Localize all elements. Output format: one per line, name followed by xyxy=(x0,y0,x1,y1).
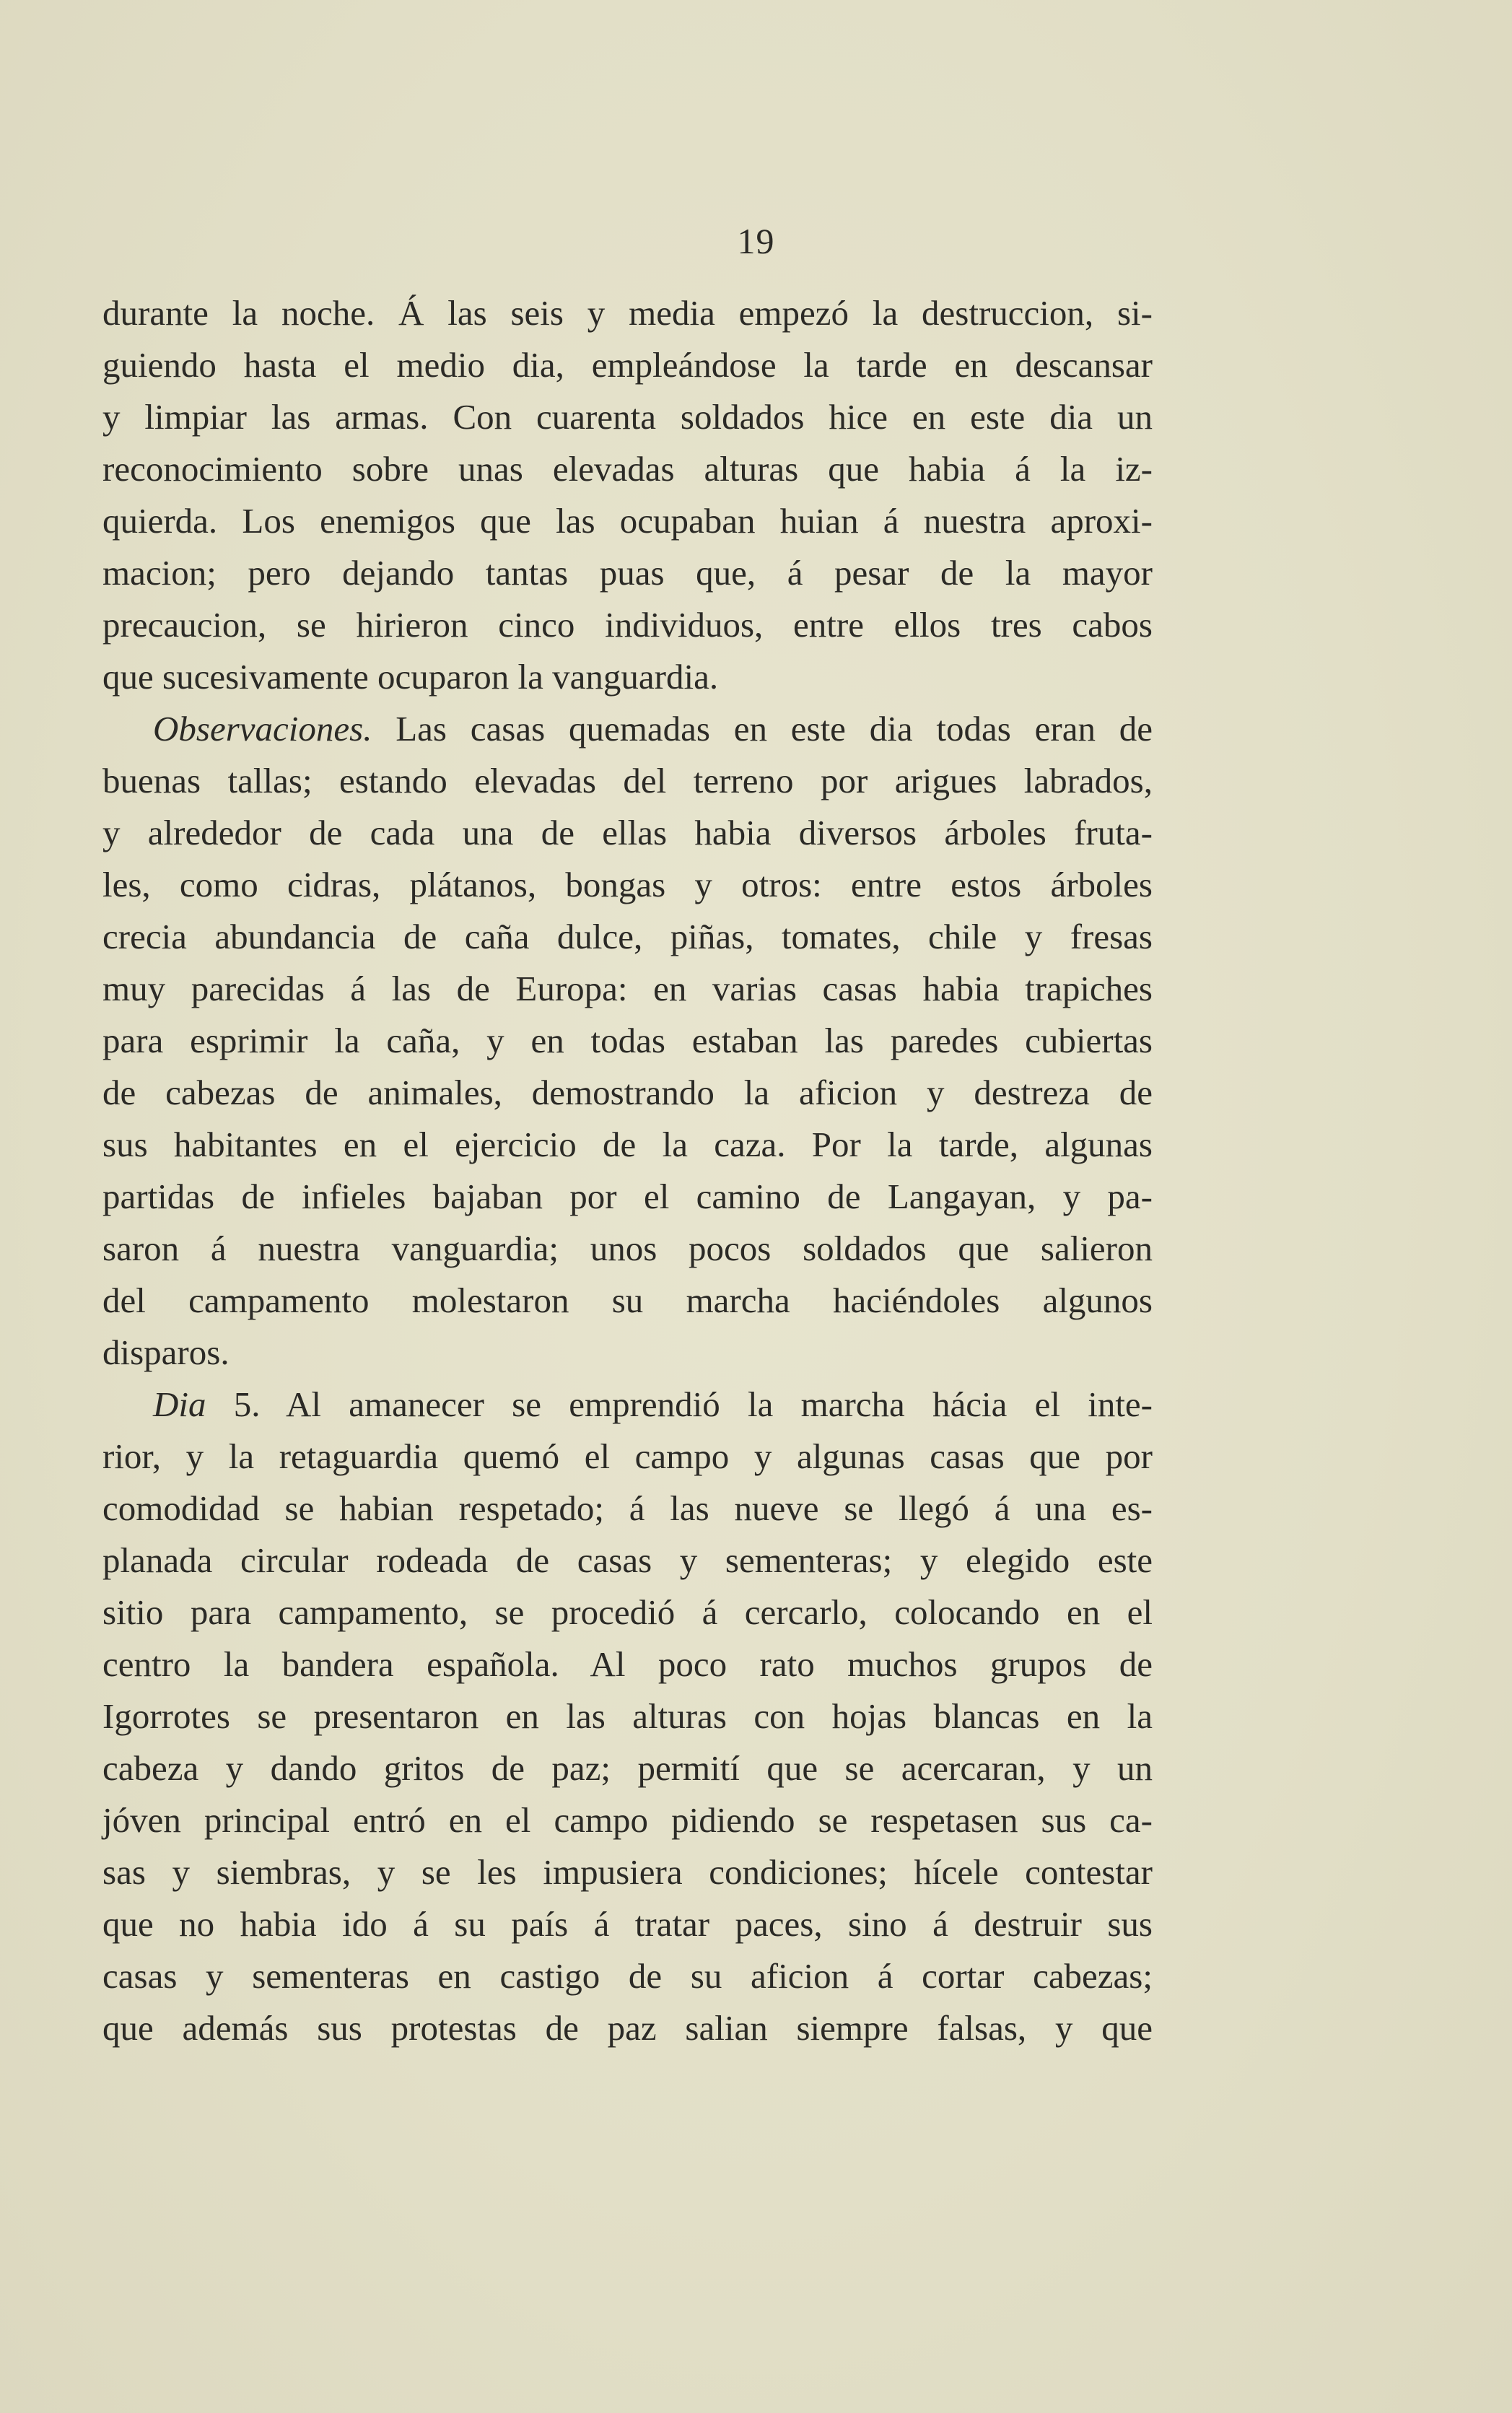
line-text: precaucion, se hirieron cinco individuos, entre ellos tres cabos xyxy=(102,605,1153,645)
page-number: 19 xyxy=(737,221,775,261)
text-line xyxy=(102,495,1153,547)
text-line xyxy=(102,1483,1153,1535)
line-text: y limpiar las armas. Con cuarenta soldados hice en este dia un xyxy=(102,397,1153,437)
line-text: para esprimir la caña, y en todas estaban las paredes cubiertas xyxy=(102,1021,1153,1060)
line-text: quierda. Los enemigos que las ocupaban huian á nuestra aproxi- xyxy=(102,501,1153,541)
line-text: que no habia ido á su país á tratar paces, sino á destruir sus xyxy=(102,1904,1153,1944)
text-line xyxy=(102,1379,1153,1431)
line-text: muy parecidas á las de Europa: en varias casas habia trapiches xyxy=(102,969,1153,1008)
line-text: guiendo hasta el medio dia, empleándose la tarde en descansar xyxy=(102,345,1153,385)
line-text: saron á nuestra vanguardia; unos pocos soldados que salieron xyxy=(102,1229,1153,1268)
text-line xyxy=(102,807,1153,859)
text-line xyxy=(102,2002,1153,2054)
italic-lead: Dia xyxy=(153,1384,206,1424)
text-line xyxy=(102,1950,1153,2002)
text-line xyxy=(102,1015,1153,1067)
line-text: de cabezas de animales, demostrando la aficion y destreza de xyxy=(102,1073,1153,1112)
line-text: reconocimiento sobre unas elevadas alturas que habia á la iz- xyxy=(102,449,1153,489)
text-line xyxy=(102,755,1153,807)
text-line xyxy=(102,651,1153,703)
line-text: sas y siembras, y se les impusiera condiciones; hícele contestar xyxy=(102,1852,1153,1892)
text-line xyxy=(102,1223,1153,1275)
text-line xyxy=(102,1327,1153,1379)
line-text: Las casas quemadas en este dia todas eran de xyxy=(372,709,1153,749)
line-text: jóven principal entró en el campo pidiendo se respetasen sus ca- xyxy=(102,1800,1153,1840)
text-line xyxy=(102,1742,1153,1794)
text-line xyxy=(102,1639,1153,1690)
text-line xyxy=(102,1898,1153,1950)
line-text: casas y sementeras en castigo de su aficion á cortar cabezas; xyxy=(102,1956,1153,1996)
text-line xyxy=(102,1794,1153,1846)
line-text: sus habitantes en el ejercicio de la caza. Por la tarde, algunas xyxy=(102,1125,1153,1164)
text-line xyxy=(102,1846,1153,1898)
text-line xyxy=(102,339,1153,391)
text-line xyxy=(102,287,1153,339)
text-line xyxy=(102,391,1153,443)
text-line xyxy=(102,1431,1153,1483)
line-text: centro la bandera española. Al poco rato muchos grupos de xyxy=(102,1644,1153,1684)
line-text: que además sus protestas de paz salian siempre falsas, y que xyxy=(102,2008,1153,2048)
line-text: que sucesivamente ocuparon la vanguardia. xyxy=(102,657,719,697)
text-line xyxy=(102,963,1153,1015)
line-text: crecia abundancia de caña dulce, piñas, tomates, chile y fresas xyxy=(102,917,1153,956)
body-text xyxy=(102,287,1153,2054)
line-text: buenas tallas; estando elevadas del terreno por arigues labrados, xyxy=(102,761,1153,800)
text-line xyxy=(102,1535,1153,1587)
text-line xyxy=(102,1067,1153,1119)
text-line xyxy=(102,1171,1153,1223)
line-text: macion; pero dejando tantas puas que, á pesar de la mayor xyxy=(102,553,1153,593)
text-line xyxy=(102,911,1153,963)
line-text: sitio para campamento, se procedió á cercarlo, colocando en el xyxy=(102,1592,1153,1632)
line-text: planada circular rodeada de casas y sementeras; y elegido este xyxy=(102,1540,1153,1580)
line-text: disparos. xyxy=(102,1332,230,1372)
line-text: Igorrotes se presentaron en las alturas con hojas blancas en la xyxy=(102,1696,1153,1736)
text-line xyxy=(102,599,1153,651)
line-text: durante la noche. Á las seis y media empezó la destruccion, si- xyxy=(102,293,1153,333)
line-text: y alrededor de cada una de ellas habia diversos árboles fruta- xyxy=(102,813,1153,852)
line-text: del campamento molestaron su marcha haciéndoles algunos xyxy=(102,1280,1153,1320)
text-line xyxy=(102,1275,1153,1327)
text-line xyxy=(102,859,1153,911)
line-text: comodidad se habian respetado; á las nueve se llegó á una es- xyxy=(102,1488,1153,1528)
line-text: rior, y la retaguardia quemó el campo y algunas casas que por xyxy=(102,1436,1153,1476)
text-line xyxy=(102,1690,1153,1742)
line-text: cabeza y dando gritos de paz; permití que se acercaran, y un xyxy=(102,1748,1153,1788)
text-line xyxy=(102,1587,1153,1639)
line-text: les, como cidras, plátanos, bongas y otros: entre estos árboles xyxy=(102,865,1153,904)
text-line xyxy=(102,443,1153,495)
text-line xyxy=(102,1119,1153,1171)
text-line xyxy=(102,547,1153,599)
line-text: partidas de infieles bajaban por el camino de Langayan, y pa- xyxy=(102,1177,1153,1216)
text-line xyxy=(102,703,1153,755)
italic-lead: Observaciones. xyxy=(153,709,372,749)
line-text: 5. Al amanecer se emprendió la marcha hácia el inte- xyxy=(206,1384,1153,1424)
